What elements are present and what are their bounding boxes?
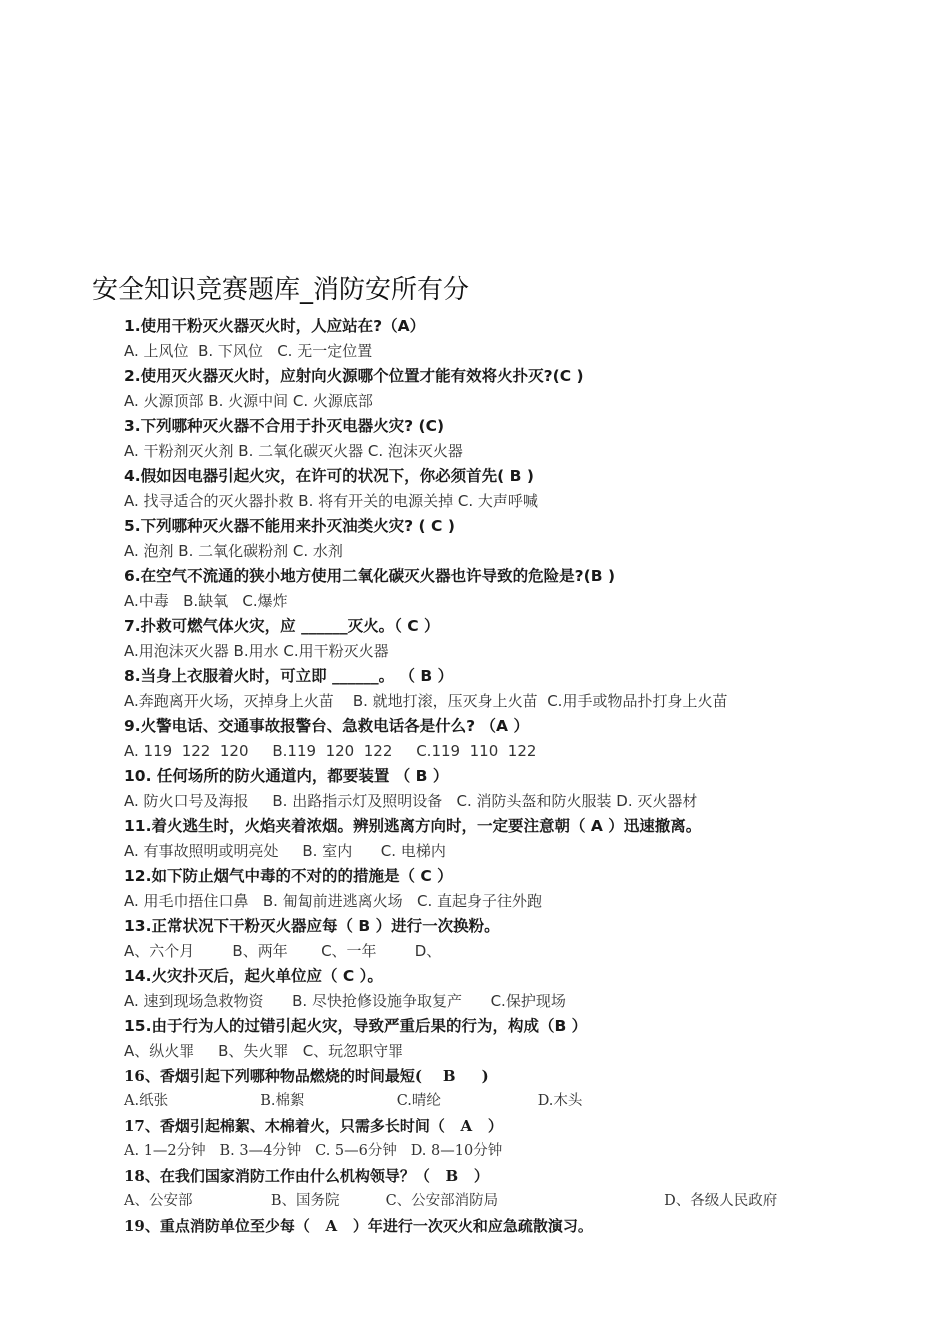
question-1: 1.使用干粉灭火器灭火时，人应站在?（A） [124, 317, 426, 335]
question-3: 3.下列哪种灭火器不合用于扑灭电器火灾? (C) [124, 417, 445, 435]
document-title: 安全知识竞赛题库_消防安所有分 [92, 275, 470, 305]
question-list [124, 314, 924, 1239]
answer-options-4: A. 找寻适合的灭火器扑救 B. 将有开关的电源关掉 C. 大声呼喊 [124, 492, 538, 510]
question-5: 5.下列哪种灭火器不能用来扑灭油类火灾? ( C ) [124, 517, 455, 535]
question-6: 6.在空气不流通的狭小地方使用二氧化碳灭火器也许导致的危险是?(B ) [124, 567, 616, 585]
question-12: 12.如下防止烟气中毒的不对的的措施是（ C ） [124, 867, 453, 885]
question-10: 10. 任何场所的防火通道内，都要装置 （ B ） [124, 767, 449, 785]
question-17: 17、香烟引起棉絮、木棉着火，只需多长时间（ A ） [124, 1117, 503, 1135]
answer-options-7: A.用泡沫灭火器 B.用水 C.用干粉灭火器 [124, 642, 389, 660]
answer-options-11: A. 有事故照明或明亮处 B. 室内 C. 电梯内 [124, 842, 446, 860]
answer-options-16: A.纸张 B.棉絮 C.晴纶 D.木头 [124, 1093, 583, 1109]
answer-options-15: A、纵火罪 B、失火罪 C、玩忽职守罪 [124, 1042, 404, 1060]
answer-options-8: A.奔跑离开火场，灭掉身上火苗 B. 就地打滚，压灭身上火苗 C.用手或物品扑打身上火苗 [124, 692, 728, 710]
answer-options-17: A. 1—2分钟 B. 3—4分钟 C. 5—6分钟 D. 8—10分钟 [124, 1143, 503, 1159]
question-9: 9.火警电话、交通事故报警台、急救电话各是什么? （A ） [124, 717, 529, 735]
question-14: 14.火灾扑灭后，起火单位应（ C ）。 [124, 967, 383, 985]
answer-options-10: A. 防火口号及海报 B. 出路指示灯及照明设备 C. 消防头盔和防火服装 D. 灭火器材 [124, 792, 698, 810]
question-19: 19、重点消防单位至少每（ A ）年进行一次灭火和应急疏散演习。 [124, 1217, 593, 1235]
answer-options-6: A.中毒 B.缺氧 C.爆炸 [124, 592, 288, 610]
question-18: 18、在我们国家消防工作由什么机构领导？（ B ） [124, 1167, 489, 1185]
question-15: 15.由于行为人的过错引起火灾，导致严重后果的行为，构成（B ） [124, 1017, 588, 1035]
answer-options-14: A. 速到现场急救物资 B. 尽快抢修设施争取复产 C.保护现场 [124, 992, 566, 1010]
question-16: 16、香烟引起下列哪种物品燃烧的时间最短( B ) [124, 1067, 489, 1085]
answer-options-1: A. 上风位 B. 下风位 C. 无一定位置 [124, 342, 373, 360]
answer-options-9: A. 119 122 120 B.119 120 122 C.119 110 122 [124, 742, 537, 760]
question-7: 7.扑救可燃气体火灾，应 ______灭火。（ C ） [124, 617, 440, 635]
question-4: 4.假如因电器引起火灾，在许可的状况下，你必须首先( B ) [124, 467, 534, 485]
question-2: 2.使用灭火器灭火时，应射向火源哪个位置才能有效将火扑灭?(C ) [124, 367, 584, 385]
answer-options-13: A、六个月 B、两年 C、一年 D、 [124, 942, 442, 960]
answer-options-2: A. 火源顶部 B. 火源中间 C. 火源底部 [124, 392, 373, 410]
question-11: 11.着火逃生时，火焰夹着浓烟。辨别逃离方向时，一定要注意朝（ A ）迅速撤离。 [124, 817, 702, 835]
answer-options-12: A. 用毛巾捂住口鼻 B. 匍匐前进逃离火场 C. 直起身子往外跑 [124, 892, 542, 910]
answer-options-3: A. 干粉剂灭火剂 B. 二氧化碳灭火器 C. 泡沫灭火器 [124, 442, 463, 460]
question-8: 8.当身上衣服着火时，可立即 ______。 （ B ） [124, 667, 454, 685]
answer-options-18: A、公安部 B、国务院 C、公安部消防局 D、各级人民政府 [124, 1193, 778, 1209]
answer-options-5: A. 泡剂 B. 二氧化碳粉剂 C. 水剂 [124, 542, 343, 560]
question-13: 13.正常状况下干粉灭火器应每（ B ）进行一次换粉。 [124, 917, 500, 935]
